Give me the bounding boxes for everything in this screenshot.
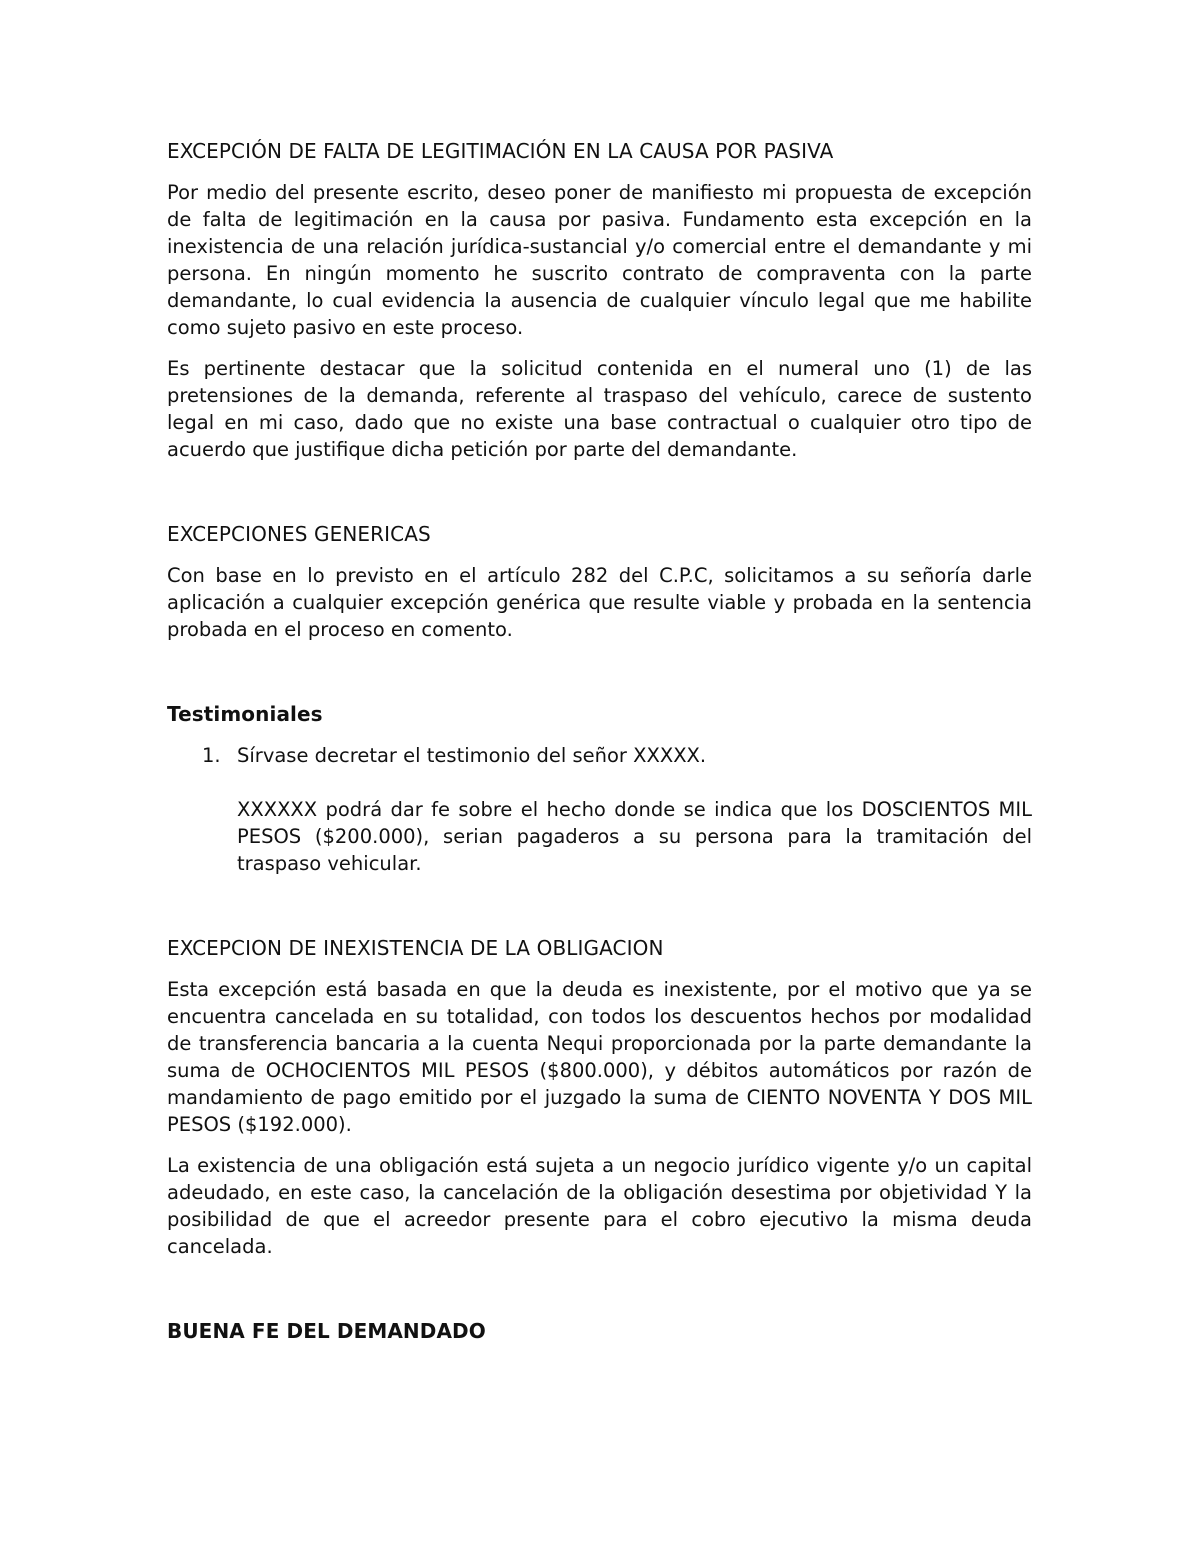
list-item-detail: XXXXXX podrá dar fe sobre el hecho donde se indica que los DOSCIENTOS MIL PESOS ($200.000), serian pagaderos a su persona para la tramitación del traspaso vehicular. (237, 798, 1032, 875)
list-item-text: Sírvase decretar el testimonio del señor XXXXX. (237, 744, 707, 767)
section-heading-excepciones-genericas: EXCEPCIONES GENERICAS (167, 522, 431, 546)
section-heading-falta-legitimacion: EXCEPCIÓN DE FALTA DE LEGITIMACIÓN EN LA CAUSA POR PASIVA (167, 139, 834, 163)
paragraph-falta-legitimacion-1: Por medio del presente escrito, deseo poner de manifiesto mi propuesta de excepción de falta de legitimación en la causa por pasiva. Fundamento esta excepción en la inexistencia de una relación jurídica-sustancial y/o comercial entre el demandante y mi persona. En ningún momento he suscrito contrato de compraventa con la parte demandante, lo cual evidencia la ausencia de cualquier vínculo legal que me habilite como sujeto pasivo en este proceso. (167, 181, 1032, 339)
list-item (167, 742, 1032, 769)
list-item-number: 1. (202, 744, 221, 767)
paragraph-inexistencia-obligacion-2: La existencia de una obligación está sujeta a un negocio jurídico vigente y/o un capital adeudado, en este caso, la cancelación de la obligación desestima por objetividad Y la posibilidad de que el acreedor presente para el cobro ejecutivo la misma deuda cancelada. (167, 1154, 1032, 1258)
section-heading-buena-fe: BUENA FE DEL DEMANDADO (167, 1319, 486, 1343)
section-heading-inexistencia-obligacion: EXCEPCION DE INEXISTENCIA DE LA OBLIGACION (167, 936, 664, 960)
paragraph-excepciones-genericas: Con base en lo previsto en el artículo 282 del C.P.C, solicitamos a su señoría darle aplicación a cualquier excepción genérica que resulte viable y probada en la sentencia probada en el proceso en comento. (167, 564, 1032, 641)
document-page (167, 138, 1032, 1345)
paragraph-falta-legitimacion-2: Es pertinente destacar que la solicitud contenida en el numeral uno (1) de las pretensiones de la demanda, referente al traspaso del vehículo, carece de sustento legal en mi caso, dado que no existe una base contractual o cualquier otro tipo de acuerdo que justifique dicha petición por parte del demandante. (167, 357, 1032, 461)
section-heading-testimoniales: Testimoniales (167, 702, 323, 726)
paragraph-inexistencia-obligacion-1: Esta excepción está basada en que la deuda es inexistente, por el motivo que ya se encuentra cancelada en su totalidad, con todos los descuentos hechos por modalidad de transferencia bancaria a la cuenta Nequi proporcionada por la parte demandante la suma de OCHOCIENTOS MIL PESOS ($800.000), y débitos automáticos por razón de mandamiento de pago emitido por el juzgado la suma de CIENTO NOVENTA Y DOS MIL PESOS ($192.000). (167, 978, 1032, 1136)
